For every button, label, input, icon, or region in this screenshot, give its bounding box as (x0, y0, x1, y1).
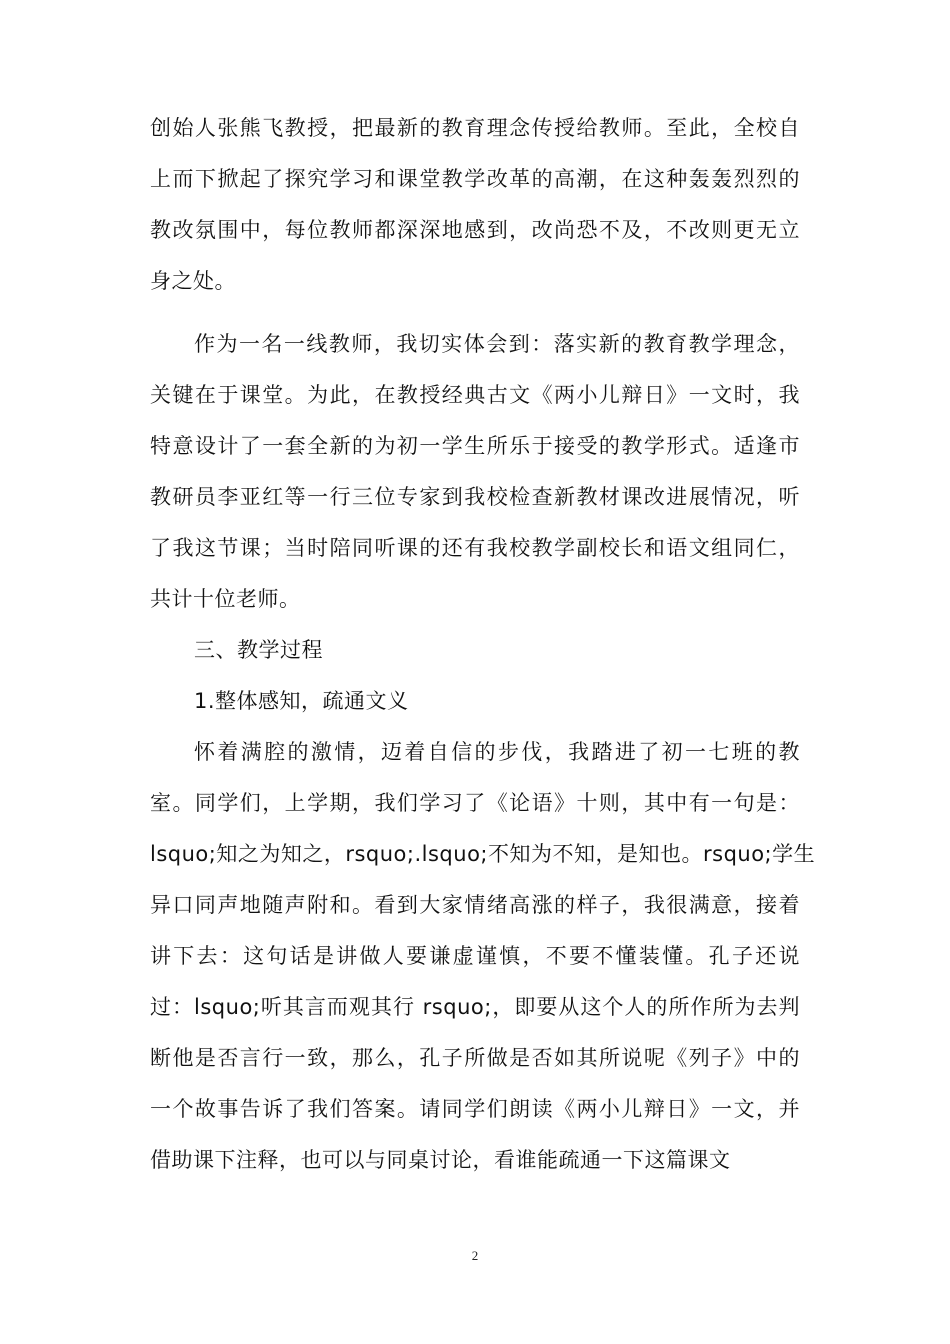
paragraph-1-line-2: 上而下掀起了探究学习和课堂教学改革的高潮，在这种轰轰烈烈的 (150, 167, 800, 191)
paragraph-2-line-3: 特意设计了一套全新的为初一学生所乐于接受的教学形式。适逢市 (150, 434, 800, 458)
paragraph-3-line-3: lsquo;知之为知之，rsquo;.lsquo;不知为不知，是知也。rsquo;学生 (150, 842, 816, 866)
paragraph-2-line-4: 教研员李亚红等一行三位专家到我校检查新教材课改进展情况，听 (150, 485, 800, 509)
paragraph-2-line-5: 了我这节课；当时陪同听课的还有我校教学副校长和语文组同仁， (150, 536, 800, 560)
paragraph-3-line-4: 异口同声地随声附和。看到大家情绪高涨的样子，我很满意，接着 (150, 893, 800, 917)
page-number: 2 (471, 1248, 479, 1263)
paragraph-2-line-1: 作为一名一线教师，我切实体会到：落实新的教育教学理念， (194, 332, 800, 356)
paragraph-1-line-1: 创始人张熊飞教授，把最新的教育理念传授给教师。至此，全校自 (150, 116, 800, 140)
section-heading: 三、教学过程 (194, 638, 323, 662)
paragraph-2-line-2: 关键在于课堂。为此，在教授经典古文《两小儿辩日》一文时，我 (150, 383, 800, 407)
paragraph-1-line-3: 教改氛围中，每位教师都深深地感到，改尚恐不及，不改则更无立 (150, 218, 800, 242)
paragraph-3-line-6: 过：lsquo;听其言而观其行 rsquo;，即要从这个人的所作所为去判 (150, 995, 800, 1019)
paragraph-3-line-1: 怀着满腔的激情，迈着自信的步伐，我踏进了初一七班的教 (194, 740, 800, 764)
paragraph-1-line-4: 身之处。 (150, 269, 236, 293)
paragraph-3-line-8: 一个故事告诉了我们答案。请同学们朗读《两小儿辩日》一文，并 (150, 1097, 800, 1121)
paragraph-2-line-6: 共计十位老师。 (150, 587, 301, 611)
paragraph-3-line-5: 讲下去：这句话是讲做人要谦虚谨慎，不要不懂装懂。孔子还说 (150, 944, 800, 968)
paragraph-3-line-7: 断他是否言行一致，那么，孔子所做是否如其所说呢《列子》中的 (150, 1046, 800, 1070)
paragraph-3-line-9: 借助课下注释，也可以与同桌讨论，看谁能疏通一下这篇课文 (150, 1148, 731, 1172)
paragraph-3-line-2: 室。同学们，上学期，我们学习了《论语》十则，其中有一句是： (150, 791, 800, 815)
subsection-heading: 1.整体感知，疏通文义 (194, 689, 409, 713)
